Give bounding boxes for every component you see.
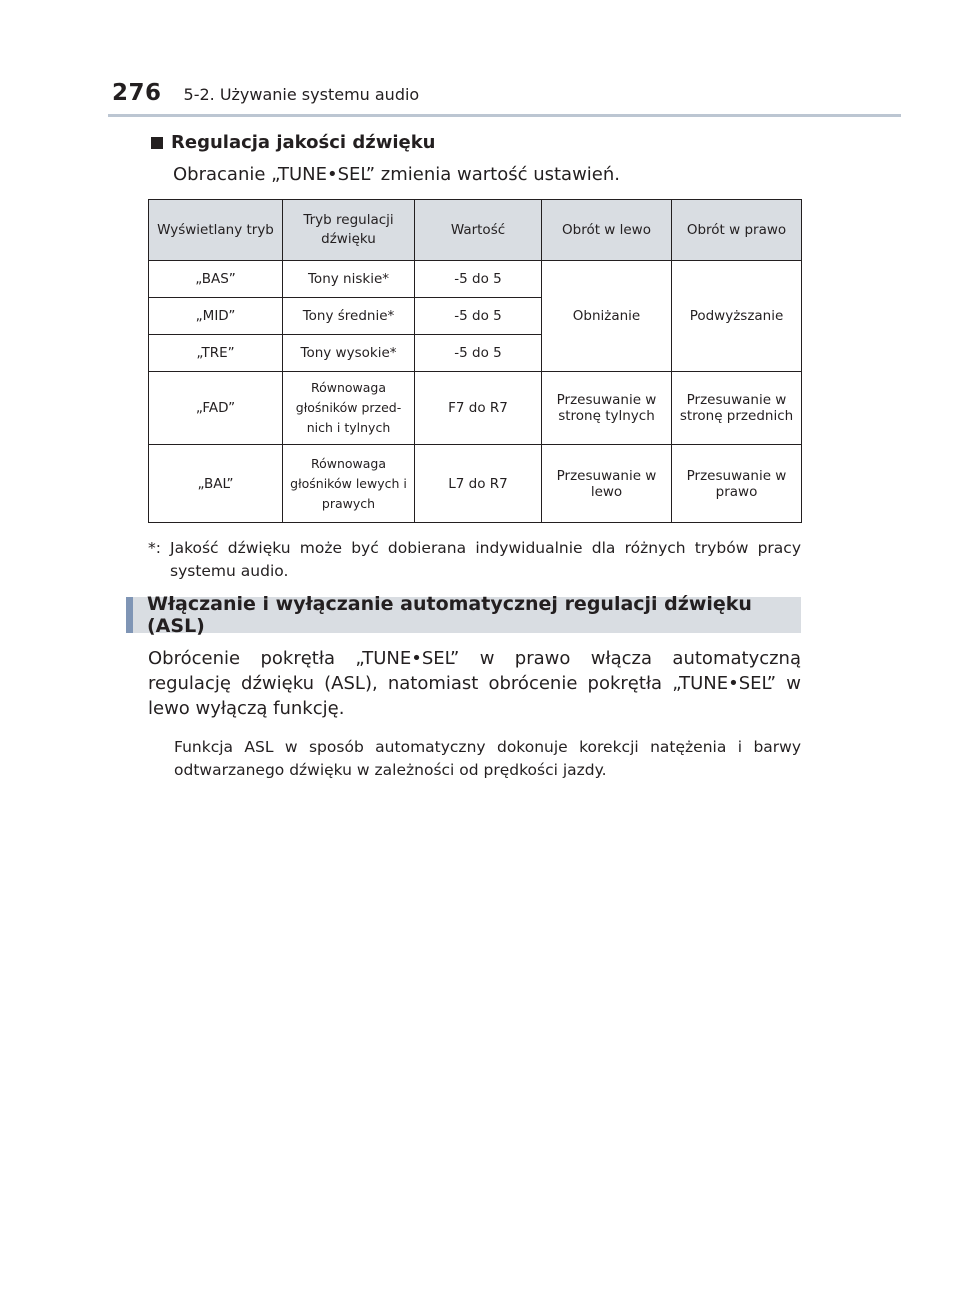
header-display-mode: Wyświetlany tryb xyxy=(149,200,283,261)
page-number: 276 xyxy=(112,80,162,106)
header-turn-right: Obrót w prawo xyxy=(672,200,802,261)
square-bullet-icon xyxy=(151,137,163,149)
section-band xyxy=(126,593,801,637)
subsection-title: Regulacja jakości dźwięku xyxy=(171,132,436,153)
cell-right: Przesuwanie w prawo xyxy=(672,445,802,523)
cell-increase: Podwyższanie xyxy=(672,261,802,372)
header-adjust-mode: Tryb regulacji dźwięku xyxy=(283,200,415,261)
cell-type: Równowaga głośników przed-nich i tylnych xyxy=(283,372,415,445)
section-reference: 5-2. Używanie systemu audio xyxy=(183,85,420,104)
footnote-mark: *: xyxy=(148,539,161,557)
cell-type: Równowaga głośników lewych i prawych xyxy=(283,445,415,523)
table-row xyxy=(149,261,802,298)
cell-type: Tony średnie* xyxy=(283,298,415,335)
table-row xyxy=(149,445,802,523)
header-value: Wartość xyxy=(415,200,542,261)
cell-value: -5 do 5 xyxy=(415,335,542,372)
table-row xyxy=(149,372,802,445)
cell-mode: „MID” xyxy=(149,298,283,335)
cell-mode: „BAS” xyxy=(149,261,283,298)
cell-mode: „FAD” xyxy=(149,372,283,445)
cell-decrease: Obniżanie xyxy=(542,261,672,372)
section-title: Włączanie i wyłączanie automatycznej regulacji dźwięku (ASL) xyxy=(147,593,752,637)
cell-value: L7 do R7 xyxy=(415,445,542,523)
cell-mode: „TRE” xyxy=(149,335,283,372)
subsection-intro: Obracanie „TUNE•SEL” zmienia wartość ustawień. xyxy=(173,164,621,185)
header-divider xyxy=(108,114,901,117)
footnote-text: Jakość dźwięku może być dobierana indywidualnie dla różnych trybów pracy systemu audio. xyxy=(170,539,801,580)
cell-mode: „BAL” xyxy=(149,445,283,523)
cell-value: -5 do 5 xyxy=(415,261,542,298)
cell-value: -5 do 5 xyxy=(415,298,542,335)
cell-left: Przesuwanie w lewo xyxy=(542,445,672,523)
asl-paragraph: Obrócenie pokrętła „TUNE•SEL” w prawo włącza automatyczną regulację dźwięku (ASL), natomiast obrócenie pokrętła „TUNE•SEL” w lewo wyłączą funkcję. xyxy=(148,648,801,719)
cell-type: Tony wysokie* xyxy=(283,335,415,372)
cell-type: Tony niskie* xyxy=(283,261,415,298)
cell-left: Przesuwanie w stronę tylnych xyxy=(542,372,672,445)
footnote xyxy=(148,537,801,583)
cell-right: Przesuwanie w stronę przednich xyxy=(672,372,802,445)
cell-value: F7 do R7 xyxy=(415,372,542,445)
header-turn-left: Obrót w lewo xyxy=(542,200,672,261)
subsection-heading xyxy=(151,132,435,153)
page-header xyxy=(112,80,419,106)
table-header-row xyxy=(149,200,802,261)
audio-mode-table xyxy=(148,199,802,523)
asl-note: Funkcja ASL w sposób automatyczny dokonuje korekcji natężenia i barwy odtwarzanego dźwięku w zależności od prędkości jazdy. xyxy=(174,738,801,779)
